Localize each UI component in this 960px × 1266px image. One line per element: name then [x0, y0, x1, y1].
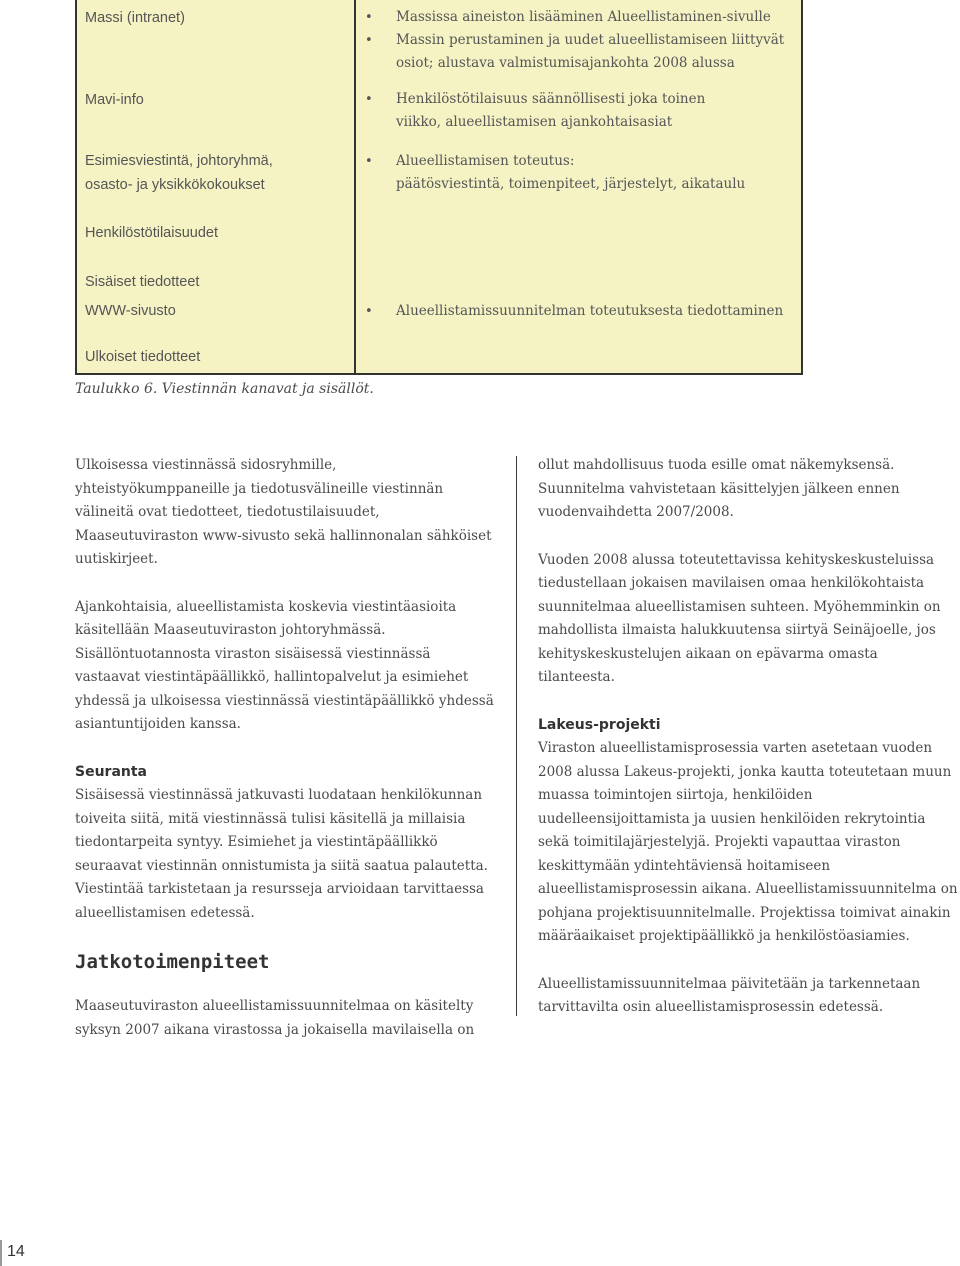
paragraph: Ulkoisessa viestinnässä sidosryhmille, yhteistyökumppaneille ja tiedotusvälineille viestinnän välineitä ovat tiedotteet, tiedotustilaisuudet, Maaseutuviraston www-sivusto sekä hallinnonalan sähköiset uutiskirjeet. [75, 457, 492, 567]
label-line: Mavi-info [85, 92, 144, 108]
bullet-icon: • [365, 304, 373, 319]
column-divider [516, 456, 517, 1016]
table-row-label [85, 299, 345, 323]
label-line: osasto- ja yksikkökokoukset [85, 177, 265, 193]
table-row-bullets [365, 150, 795, 196]
paragraph: Maaseutuviraston alueellistamissuunnitelmaa on käsitelty syksyn 2007 aikana virastossa ja jokaisella mavilaisella on [75, 998, 475, 1038]
bullet-line: Alueellistamissuunnitelman toteutuksesta tiedottaminen [396, 303, 784, 319]
table-row-label [85, 345, 345, 369]
bullet-line: Massissa aineiston lisääminen Alueellistaminen-sivulle [396, 9, 771, 25]
right-column [538, 454, 958, 1044]
bullet-icon: • [365, 33, 373, 48]
list-item [365, 88, 795, 134]
table-row-label [85, 88, 345, 112]
page-number: 14 [7, 1243, 25, 1260]
table-row-label [85, 6, 345, 30]
table-caption: Taulukko 6. Viestinnän kanavat ja sisällöt. [75, 381, 374, 397]
label-line: Henkilöstötilaisuudet [85, 225, 218, 241]
bullet-icon: • [365, 154, 373, 169]
section-heading: Seuranta [75, 763, 148, 780]
table-row-bullets [365, 88, 795, 134]
channels-table [75, 0, 803, 375]
left-column [75, 454, 495, 1066]
paragraph: Ajankohtaisia, alueellistamista koskevia viestintäasioita käsitellään Maaseutuviraston johtoryhmässä. Sisällöntuotannosta viraston sisäisessä viestinnässä vastaavat viestintäpäällikkö, hallintopalvelut ja esimiehet yhdessä ja ulkoisessa viestinnässä viestintäpäällikkö yhdessä asiantuntijoiden kanssa. [75, 598, 494, 732]
bullet-icon: • [365, 10, 373, 25]
table-row-bullets [365, 6, 795, 75]
list-item [365, 150, 795, 196]
paragraph: Sisäisessä viestinnässä jatkuvasti luodataan henkilökunnan toiveita siitä, mitä viestinnässä tulisi käsitellä ja millaisia tiedontarpeita syntyy. Esimiehet ja viestintäpäällikkö seuraavat viestinnän onnistumista ja siitä saatua palautetta. Viestintää tarkistetaan ja resursseja arvioidaan tarvittaessa alueellistamisen edetessä. [75, 787, 488, 921]
bullet-line: osiot; alustava valmistumisajankohta 2008 alussa [396, 55, 735, 71]
list-item [365, 6, 795, 29]
section-heading: Jatkotoimenpiteet [75, 951, 270, 973]
paragraph: Alueellistamissuunnitelmaa päivitetään ja tarkennetaan tarvittavilta osin alueellistamisprosessin edetessä. [538, 975, 921, 1015]
table-row-label [85, 149, 345, 197]
paragraph: Viraston alueellistamisprosessia varten asetetaan vuoden 2008 alussa Lakeus-projekti, jonka kautta toteutetaan muun muassa toimintojen siirtoja, henkilöiden uudelleensijoittamista ja uusien henkilöiden rekrytointia sekä toimitilajärjestelyjä. Projekti vapauttaa viraston keskittymään ydintehtäviensä hoitamiseen alueellistamisprosessin aikana. Alueellistamissuunnitelma on pohjana projektisuunnitelmalle. Projektissa toimivat ainakin määräaikaiset projektipäällikkö ja henkilöstöasiamies. [538, 740, 958, 944]
paragraph: Vuoden 2008 alussa toteutettavissa kehityskeskusteluissa tiedustellaan jokaisen mavilaisen omaa henkilökohtaista suunnitelmaa alueellistamisen suhteen. Myöhemminkin on mahdollista ilmaista halukkuutensa siirtyä Seinäjoelle, jos kehityskeskustelujen aikaan on epävarma omasta tilanteesta. [538, 551, 941, 685]
table-row-label [85, 221, 345, 245]
label-line: Sisäiset tiedotteet [85, 274, 200, 290]
bullet-line: Alueellistamisen toteutus: [396, 153, 575, 169]
bullet-line: viikko, alueellistamisen ajankohtaisasiat [396, 114, 673, 130]
label-line: WWW-sivusto [85, 303, 176, 319]
section-heading: Lakeus-projekti [538, 716, 661, 733]
bullet-icon: • [365, 92, 373, 107]
table-divider [354, 0, 356, 373]
bullet-line: Massin perustaminen ja uudet alueellistamiseen liittyvät [396, 32, 785, 48]
label-line: Ulkoiset tiedotteet [85, 349, 201, 365]
list-item [365, 29, 795, 75]
paragraph: ollut mahdollisuus tuoda esille omat näkemyksensä. Suunnitelma vahvistetaan käsittelyjen jälkeen ennen vuodenvaihdetta 2007/2008. [538, 457, 900, 520]
bullet-line: päätösviestintä, toimenpiteet, järjestelyt, aikataulu [396, 176, 746, 192]
label-line: Esimiesviestintä, johtoryhmä, [85, 153, 273, 169]
bullet-line: Henkilöstötilaisuus säännöllisesti joka toinen [396, 91, 706, 107]
table-row-label [85, 270, 345, 294]
label-line: Massi (intranet) [85, 10, 185, 26]
list-item [365, 300, 795, 323]
table-row-bullets [365, 300, 795, 323]
